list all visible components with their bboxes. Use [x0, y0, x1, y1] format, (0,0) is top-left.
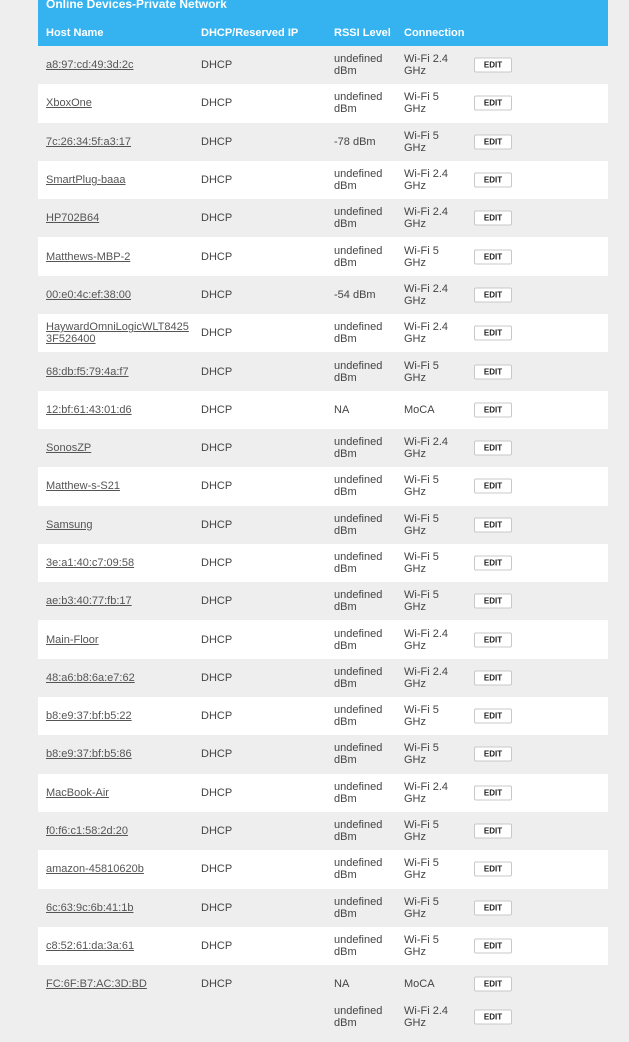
- rssi-level-cell: undefined dBm: [334, 742, 383, 767]
- ip-type-cell: DHCP: [201, 863, 233, 876]
- ip-type-cell: DHCP: [201, 174, 233, 187]
- rssi-level-cell: undefined dBm: [334, 627, 383, 652]
- ip-type-cell: DHCP: [201, 978, 233, 991]
- table-row: [38, 352, 608, 390]
- rssi-level-cell: undefined dBm: [334, 53, 383, 78]
- connection-cell: Wi-Fi 5 GHz: [404, 244, 439, 269]
- ip-type-cell: DHCP: [201, 825, 233, 838]
- connection-cell: Wi-Fi 2.4 GHz: [404, 665, 448, 690]
- edit-button[interactable]: EDIT: [474, 211, 512, 226]
- connection-cell: Wi-Fi 5 GHz: [404, 589, 439, 614]
- edit-button[interactable]: EDIT: [474, 862, 512, 877]
- connection-cell: Wi-Fi 2.4 GHz: [404, 53, 448, 78]
- ip-type-cell: DHCP: [201, 327, 233, 340]
- table-row: [38, 620, 608, 658]
- edit-button[interactable]: EDIT: [474, 556, 512, 571]
- edit-button[interactable]: EDIT: [474, 58, 512, 73]
- ip-type-cell: DHCP: [201, 59, 233, 72]
- ip-type-cell: DHCP: [201, 633, 233, 646]
- rssi-level-cell: undefined dBm: [334, 436, 383, 461]
- host-name-link[interactable]: Matthews-MBP-2: [46, 250, 131, 263]
- host-name-link[interactable]: 00:e0:4c:ef:38:00: [46, 288, 132, 301]
- connection-cell: Wi-Fi 2.4 GHz: [404, 436, 448, 461]
- host-name-link[interactable]: 7c:26:34:5f:a3:17: [46, 135, 132, 148]
- connection-cell: Wi-Fi 5 GHz: [404, 512, 439, 537]
- ip-type-cell: DHCP: [201, 671, 233, 684]
- connection-cell: MoCA: [404, 978, 435, 991]
- connection-cell: Wi-Fi 5 GHz: [404, 704, 439, 729]
- rssi-level-cell: undefined dBm: [334, 474, 383, 499]
- table-header-row: [38, 17, 608, 46]
- table-row: [38, 199, 608, 237]
- host-name-link[interactable]: 6c:63:9c:6b:41:1b: [46, 901, 134, 914]
- ip-type-cell: DHCP: [201, 288, 233, 301]
- rssi-level-cell: undefined dBm: [334, 933, 383, 958]
- connection-cell: Wi-Fi 5 GHz: [404, 933, 439, 958]
- table-title: Online Devices-Private Network: [38, 0, 608, 17]
- edit-button[interactable]: EDIT: [474, 517, 512, 532]
- host-name-link[interactable]: Main-Floor: [46, 633, 99, 646]
- ip-type-cell: DHCP: [201, 939, 233, 952]
- rssi-level-cell: undefined dBm: [334, 819, 383, 844]
- edit-button[interactable]: EDIT: [474, 287, 512, 302]
- edit-button[interactable]: EDIT: [474, 977, 512, 992]
- edit-button[interactable]: EDIT: [474, 479, 512, 494]
- edit-button[interactable]: EDIT: [474, 670, 512, 685]
- table-row: [38, 850, 608, 888]
- connection-cell: Wi-Fi 5 GHz: [404, 359, 439, 384]
- table-row: [38, 582, 608, 620]
- rssi-level-cell: undefined dBm: [334, 244, 383, 269]
- table-row: [38, 314, 608, 352]
- ip-type-cell: DHCP: [201, 365, 233, 378]
- header-host-name: Host Name: [46, 27, 104, 39]
- ip-type-cell: DHCP: [201, 97, 233, 110]
- connection-cell: Wi-Fi 5 GHz: [404, 819, 439, 844]
- edit-button[interactable]: EDIT: [474, 594, 512, 609]
- rssi-level-cell: NA: [334, 403, 350, 416]
- rssi-level-cell: undefined dBm: [334, 665, 383, 690]
- connection-cell: Wi-Fi 2.4 GHz: [404, 168, 448, 193]
- ip-type-cell: DHCP: [201, 518, 233, 531]
- rssi-level-cell: undefined dBm: [334, 551, 383, 575]
- table-row: [38, 46, 608, 84]
- online-devices-panel: [38, 0, 608, 1029]
- ip-type-cell: DHCP: [201, 748, 233, 761]
- device-table-body: [38, 46, 608, 1042]
- host-name-link[interactable]: f0:f6:c1:58:2d:20: [46, 825, 128, 838]
- table-row: [38, 84, 608, 122]
- table-row: [38, 276, 608, 314]
- host-name-link[interactable]: c8:52:61:da:3a:61: [46, 939, 135, 952]
- ip-type-cell: DHCP: [201, 212, 233, 225]
- edit-button[interactable]: EDIT: [474, 134, 512, 149]
- ip-type-cell: DHCP: [201, 786, 233, 799]
- edit-button[interactable]: EDIT: [474, 249, 512, 264]
- rssi-level-cell: undefined dBm: [334, 1004, 383, 1029]
- table-row: [38, 161, 608, 199]
- rssi-level-cell: undefined dBm: [334, 206, 383, 231]
- edit-button[interactable]: EDIT: [474, 709, 512, 724]
- table-row: [38, 429, 608, 467]
- ip-type-cell: DHCP: [201, 595, 233, 608]
- host-name-link[interactable]: HaywardOmniLogicWLT8425 3F526400: [46, 321, 189, 346]
- host-name-link[interactable]: a8:97:cd:49:3d:2c: [46, 59, 134, 72]
- host-name-link[interactable]: 68:db:f5:79:4a:f7: [46, 365, 129, 378]
- connection-cell: Wi-Fi 2.4 GHz: [404, 780, 448, 805]
- connection-cell: Wi-Fi 5 GHz: [404, 742, 439, 767]
- table-row: [38, 997, 608, 1035]
- host-name-link[interactable]: b8:e9:37:bf:b5:86: [46, 748, 132, 761]
- rssi-level-cell: undefined dBm: [334, 704, 383, 729]
- rssi-level-cell: undefined dBm: [334, 589, 383, 614]
- host-name-link[interactable]: b8:e9:37:bf:b5:22: [46, 710, 132, 723]
- connection-cell: Wi-Fi 5 GHz: [404, 91, 439, 116]
- connection-cell: Wi-Fi 5 GHz: [404, 474, 439, 499]
- rssi-level-cell: undefined dBm: [334, 512, 383, 537]
- host-name-link[interactable]: 12:bf:61:43:01:d6: [46, 403, 132, 416]
- rssi-level-cell: undefined dBm: [334, 321, 383, 346]
- ip-type-cell: DHCP: [201, 403, 233, 416]
- connection-cell: Wi-Fi 2.4 GHz: [404, 1004, 448, 1029]
- edit-button[interactable]: EDIT: [474, 173, 512, 188]
- connection-cell: Wi-Fi 5 GHz: [404, 551, 439, 575]
- connection-cell: Wi-Fi 2.4 GHz: [404, 282, 448, 307]
- edit-button[interactable]: EDIT: [474, 747, 512, 762]
- edit-button[interactable]: EDIT: [474, 824, 512, 839]
- connection-cell: Wi-Fi 5 GHz: [404, 895, 439, 920]
- host-name-link[interactable]: Matthew-s-S21: [46, 480, 120, 493]
- host-name-link[interactable]: ae:b3:40:77:fb:17: [46, 595, 132, 608]
- rssi-level-cell: -78 dBm: [334, 135, 376, 148]
- connection-cell: MoCA: [404, 403, 435, 416]
- edit-button[interactable]: EDIT: [474, 1009, 512, 1024]
- table-row: [38, 506, 608, 544]
- table-row: [38, 927, 608, 965]
- header-connection: Connection: [404, 27, 465, 39]
- connection-cell: Wi-Fi 2.4 GHz: [404, 321, 448, 346]
- table-row: [38, 697, 608, 735]
- ip-type-cell: DHCP: [201, 710, 233, 723]
- host-name-link[interactable]: SmartPlug-baaa: [46, 174, 126, 187]
- rssi-level-cell: undefined dBm: [334, 780, 383, 805]
- ip-type-cell: DHCP: [201, 442, 233, 455]
- connection-cell: Wi-Fi 2.4 GHz: [404, 206, 448, 231]
- host-name-link[interactable]: HP702B64: [46, 212, 100, 225]
- table-row: [38, 544, 608, 582]
- edit-button[interactable]: EDIT: [474, 938, 512, 953]
- table-row: [38, 889, 608, 927]
- edit-button[interactable]: EDIT: [474, 632, 512, 647]
- table-row: [38, 467, 608, 505]
- rssi-level-cell: NA: [334, 978, 350, 991]
- table-row: [38, 774, 608, 812]
- host-name-link[interactable]: XboxOne: [46, 97, 92, 110]
- host-name-link[interactable]: SonosZP: [46, 442, 92, 455]
- rssi-level-cell: -54 dBm: [334, 288, 376, 301]
- edit-button[interactable]: EDIT: [474, 900, 512, 915]
- host-name-link[interactable]: 48:a6:b8:6a:e7:62: [46, 671, 135, 684]
- table-row: [38, 237, 608, 275]
- rssi-level-cell: undefined dBm: [334, 857, 383, 882]
- connection-cell: Wi-Fi 5 GHz: [404, 857, 439, 882]
- ip-type-cell: DHCP: [201, 480, 233, 493]
- table-row: [38, 391, 608, 429]
- rssi-level-cell: undefined dBm: [334, 91, 383, 116]
- connection-cell: Wi-Fi 5 GHz: [404, 129, 439, 154]
- edit-button[interactable]: EDIT: [474, 402, 512, 417]
- edit-button[interactable]: EDIT: [474, 96, 512, 111]
- edit-button[interactable]: EDIT: [474, 785, 512, 800]
- ip-type-cell: DHCP: [201, 901, 233, 914]
- edit-button[interactable]: EDIT: [474, 364, 512, 379]
- host-name-link[interactable]: 3e:a1:40:c7:09:58: [46, 557, 135, 569]
- rssi-level-cell: undefined dBm: [334, 168, 383, 193]
- header-dhcp-reserved-ip: DHCP/Reserved IP: [201, 27, 299, 39]
- rssi-level-cell: undefined dBm: [334, 895, 383, 920]
- table-row: [38, 659, 608, 697]
- edit-button[interactable]: EDIT: [474, 441, 512, 456]
- table-row: [38, 812, 608, 850]
- host-name-link[interactable]: amazon-45810620b: [46, 863, 144, 876]
- connection-cell: Wi-Fi 2.4 GHz: [404, 627, 448, 652]
- host-name-link[interactable]: MacBook-Air: [46, 786, 109, 799]
- table-row: [38, 735, 608, 773]
- table-row: [38, 123, 608, 161]
- host-name-link[interactable]: Samsung: [46, 518, 93, 531]
- host-name-link[interactable]: FC:6F:B7:AC:3D:BD: [46, 978, 147, 991]
- edit-button[interactable]: EDIT: [474, 326, 512, 341]
- header-rssi-level: RSSI Level: [334, 27, 391, 39]
- ip-type-cell: DHCP: [201, 250, 233, 263]
- rssi-level-cell: undefined dBm: [334, 359, 383, 384]
- ip-type-cell: DHCP: [201, 557, 233, 569]
- ip-type-cell: DHCP: [201, 135, 233, 148]
